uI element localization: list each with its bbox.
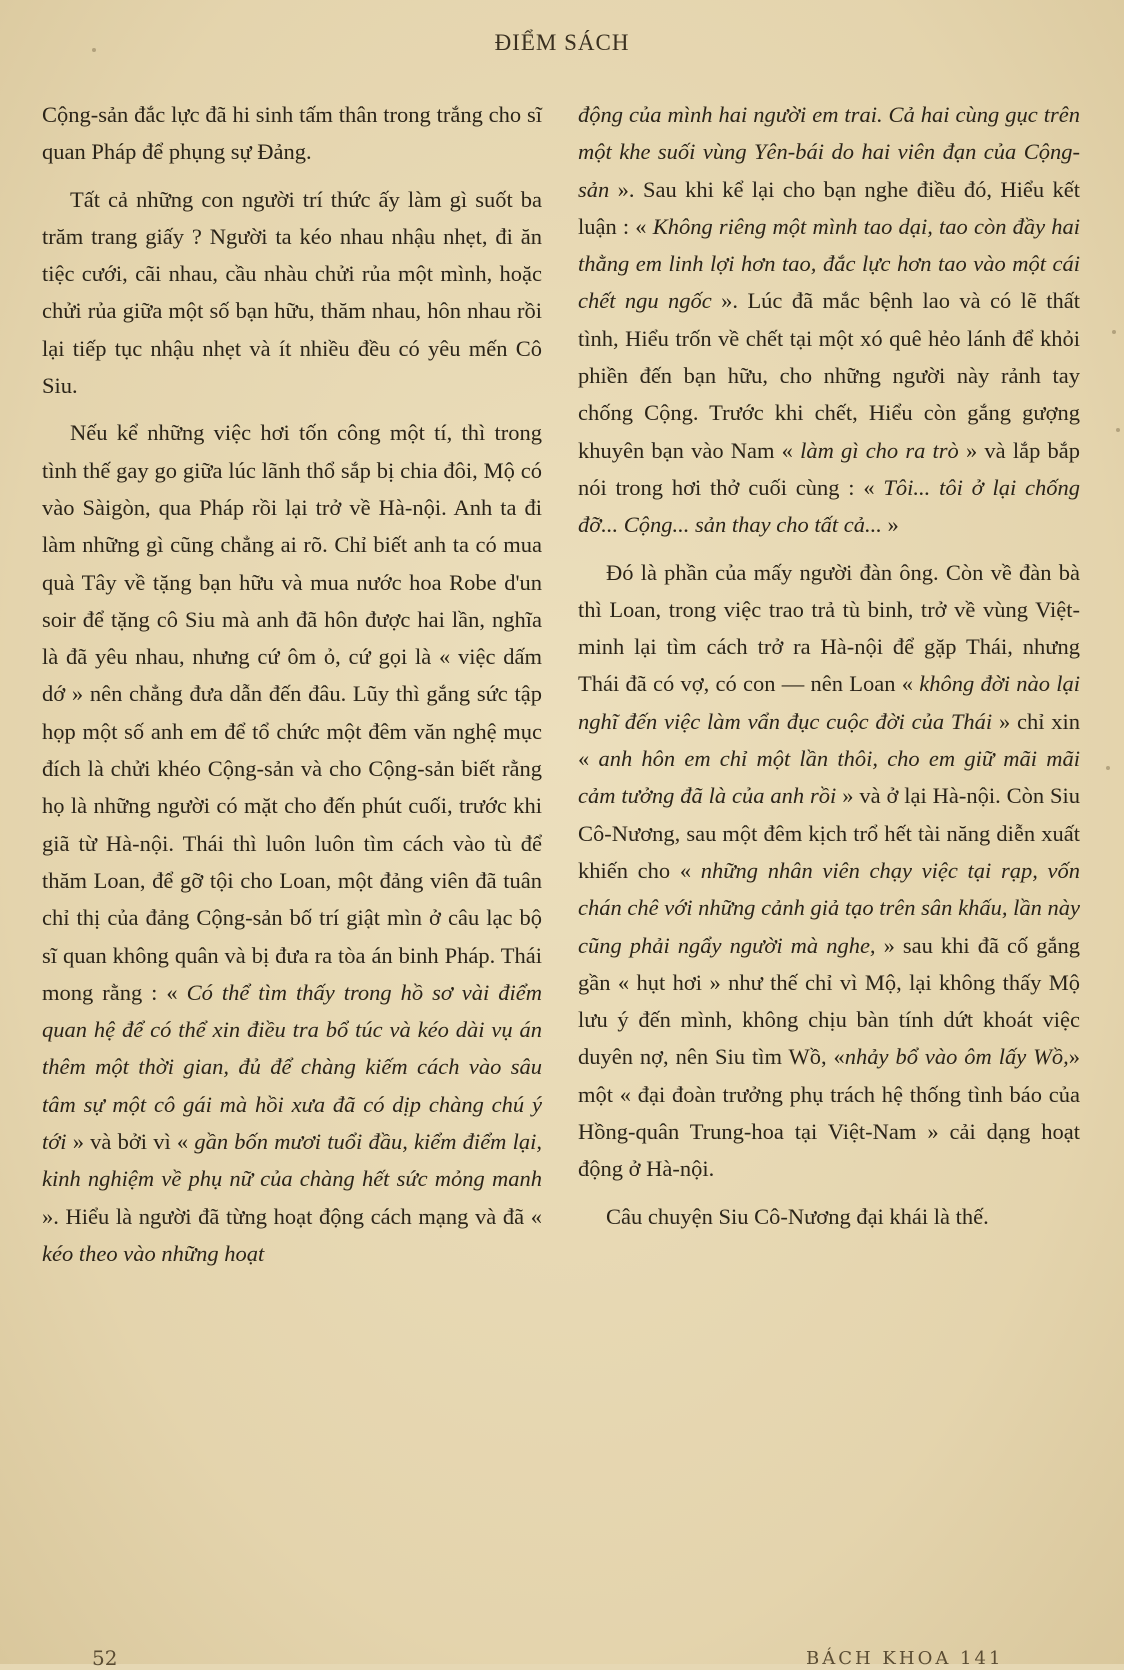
text-segment: Cộng-sản đắc lực đã hi sinh tấm thân trong trắng cho sĩ quan Pháp để phụng sự Đảng. bbox=[42, 102, 542, 165]
text-segment: Tất cả những con người trí thức ấy làm gì suốt ba trăm trang giấy ? Người ta kéo nhau nhậu nhẹt, đi ăn tiệc cưới, cãi nhau, cầu nhàu chửi rủa một mình, hoặc chửi rủa giữa một số bạn hữu, thăm nhau, hôn nhau rồi lại tiếp tục nhậu nhẹt và ít nhiều đều có yêu mến Cô Siu. bbox=[42, 186, 542, 399]
italic-text-segment: làm gì cho ra trò bbox=[800, 437, 959, 463]
text-segment: » và bởi vì « bbox=[66, 1129, 195, 1155]
paragraph bbox=[42, 96, 542, 171]
text-segment: » chỉ xin « bbox=[578, 708, 1080, 772]
paragraph bbox=[578, 554, 1080, 1188]
text-segment: Câu chuyện Siu Cô-Nương đại khái là thế. bbox=[606, 1203, 989, 1229]
paragraph bbox=[42, 414, 542, 1272]
paragraph bbox=[578, 96, 1080, 544]
italic-text-segment: nhảy bổ vào ôm lấy Wồ, bbox=[844, 1044, 1069, 1070]
italic-text-segment: kéo theo vào những hoạt bbox=[42, 1240, 265, 1266]
text-segment: » và lắp bắp nói trong hơi thở cuối cùng : « bbox=[578, 437, 1080, 500]
print-speck bbox=[92, 48, 96, 52]
text-segment: » sau khi đã cố gắng gần « hụt hơi » như thế chỉ vì Mộ, lại không thấy Mộ lưu ý đến mình, không chịu bàn tính dứt khoát việc duyên nợ, nên Siu tìm Wồ, « bbox=[578, 932, 1080, 1070]
print-speck bbox=[1116, 428, 1120, 432]
page-header-title: ĐIỂM SÁCH bbox=[494, 30, 630, 55]
text-segment: » một « đại đoàn trưởng phụ trách hệ thống tình báo của Hồng-quân Trung-hoa tại Việt-Nam » cải dạng hoạt động ở Hà-nội. bbox=[578, 1044, 1080, 1182]
italic-text-segment: Không riêng một mình tao dại, tao còn đầy hai thằng em linh lợi hơn tao, đắc lực hơn tao vào một cái chết ngu ngốc bbox=[578, 213, 1080, 314]
text-segment: ». Sau khi kể lại cho bạn nghe điều đó, Hiểu kết luận : « bbox=[578, 176, 1080, 239]
italic-text-segment: Tôi... tôi ở lại chống đỡ... Cộng... sản thay cho tất cả... bbox=[578, 474, 1080, 538]
text-segment: » và ở lại Hà-nội. Còn Siu Cô-Nương, sau một đêm kịch trổ hết tài năng diễn xuất khiến cho « bbox=[578, 783, 1080, 883]
footer-signature: BÁCH KHOA 141 bbox=[806, 1648, 1004, 1669]
text-segment: » bbox=[881, 512, 899, 538]
italic-text-segment: những nhân viên chạy việc tại rạp, vốn chán chê với những cảnh giả tạo trên sân khấu, lần này cũng phải ngẩy người mà nghe, bbox=[578, 857, 1080, 958]
text-segment: ». Hiểu là người đã từng hoạt động cách mạng và đã « bbox=[42, 1203, 542, 1229]
italic-text-segment: gần bốn mươi tuổi đầu, kiểm điểm lại, kinh nghiệm về phụ nữ của chàng hết sức mỏng manh bbox=[42, 1129, 543, 1192]
text-segment: Nếu kể những việc hơi tốn công một tí, thì trong tình thế gay go giữa lúc lãnh thổ sắp bị chia đôi, Mộ có vào Sàigòn, qua Pháp rồi lại trở về Hà-nội. Anh ta đi làm những gì cũng chẳng ai rõ. Chỉ biết anh ta có mua quà Tây về tặng bạn hữu và mua nước hoa Robe d'un soir để tặng cô Siu mà anh đã hôn được hai lần, nghĩa là đã yêu nhau, nhưng cứ ôm ỏ, cứ gọi là « việc dấm dớ » nên chẳng đưa dẫn đến đâu. Lũy thì gắng sức tập họp một số anh em để tổ chức một đêm văn nghệ mục đích là chửi khéo Cộng-sản và cho Cộng-sản biết rằng họ là những người có mặt cho đến phút cuối, trước khi giã từ Hà-nội. Thái thì luôn luôn tìm cách vào tù để thăm Loan, để gỡ tội cho Loan, một đảng viên đã tuân chỉ thị của đảng Cộng-sản bố trí giật mìn ở câu lạc bộ sĩ quan không quân và bị đưa ra tòa án binh Pháp. Thái mong rằng : « bbox=[42, 420, 542, 1005]
print-speck bbox=[1106, 766, 1110, 770]
print-speck bbox=[1112, 330, 1116, 334]
paragraph bbox=[42, 181, 542, 405]
italic-text-segment: động của mình hai người em trai. Cả hai cùng gục trên một khe suối vùng Yên-bái do hai viên đạn của Cộng-sản bbox=[578, 102, 1080, 202]
left-text-column bbox=[42, 96, 542, 1272]
page-number: 52 bbox=[92, 1646, 118, 1670]
text-segment: Đó là phần của mấy người đàn ông. Còn về đàn bà thì Loan, trong việc trao trả tù binh, trở về vùng Việt-minh lại tìm cách trở ra Hà-nội để gặp Thái, nhưng Thái đã có vợ, có con — nên Loan « bbox=[578, 559, 1080, 697]
text-segment: ». Lúc đã mắc bệnh lao và có lẽ thất tình, Hiểu trốn về chết tại một xó quê hẻo lánh để khỏi phiền đến bạn hữu, cho những người này rảnh tay chống Cộng. Trước khi chết, Hiểu còn gắng gượng khuyên bạn vào Nam « bbox=[578, 288, 1080, 463]
italic-text-segment: không đời nào lại nghĩ đến việc làm vẩn đục cuộc đời của Thái bbox=[578, 671, 1081, 734]
italic-text-segment: anh hôn em chỉ một lần thôi, cho em giữ mãi mãi cảm tưởng đã là của anh rồi bbox=[578, 746, 1080, 809]
italic-text-segment: Có thể tìm thấy trong hồ sơ vài điểm quan hệ để có thể xin điều tra bổ túc và kéo dài vụ án thêm một thời gian, đủ để chàng kiếm cách vào sâu tâm sự một cô gái mà hồi xưa đã có dịp chàng chú ý tới bbox=[42, 979, 542, 1155]
right-text-column bbox=[578, 96, 1080, 1235]
paragraph bbox=[578, 1198, 1080, 1235]
